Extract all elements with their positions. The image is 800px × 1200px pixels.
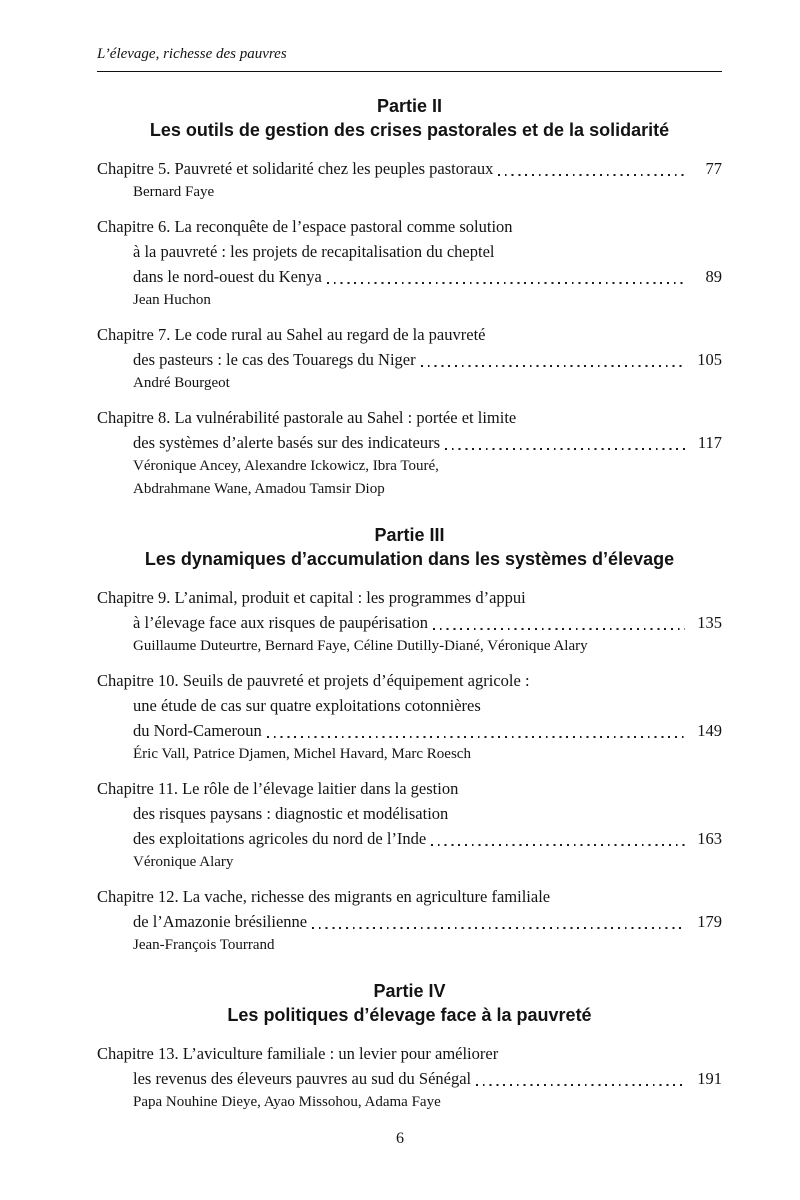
entry-leader-row bbox=[97, 156, 722, 181]
page-footer bbox=[0, 1130, 800, 1148]
dot-leader bbox=[327, 282, 685, 284]
toc-part bbox=[97, 523, 722, 957]
part-heading bbox=[97, 523, 722, 571]
folio-page-number: 6 bbox=[396, 1130, 404, 1147]
entry-page-number: 89 bbox=[705, 267, 722, 286]
entry-authors: Véronique Alary bbox=[133, 854, 234, 870]
entry-line: Chapitre 9. L’animal, produit et capital : les programmes d’appui bbox=[97, 588, 526, 607]
running-header bbox=[97, 44, 722, 72]
entry-leader-row bbox=[97, 1066, 722, 1091]
entry-page-number: 149 bbox=[697, 721, 722, 740]
entry-page-number: 191 bbox=[697, 1069, 722, 1088]
entry-authors: Abdrahmane Wane, Amadou Tamsir Diop bbox=[133, 481, 385, 497]
entry-line: du Nord-Cameroun bbox=[133, 721, 262, 740]
entry-authors: Véronique Ancey, Alexandre Ickowicz, Ibra Touré, bbox=[133, 458, 439, 474]
entry-authors: André Bourgeot bbox=[133, 375, 230, 391]
dot-leader bbox=[476, 1084, 685, 1086]
dot-leader bbox=[312, 927, 685, 929]
entry-page-number: 77 bbox=[705, 159, 722, 178]
dot-leader bbox=[433, 628, 685, 630]
entry-leader-row bbox=[97, 430, 722, 455]
dot-leader bbox=[498, 174, 685, 176]
entry-line: dans le nord-ouest du Kenya bbox=[133, 267, 322, 286]
entry-page-number: 117 bbox=[697, 433, 722, 452]
part-title: Les politiques d’élevage face à la pauvreté bbox=[227, 1005, 592, 1025]
entry-authors: Jean Huchon bbox=[133, 292, 211, 308]
entry-line: une étude de cas sur quatre exploitations cotonnières bbox=[133, 696, 481, 715]
entry-line: des systèmes d’alerte basés sur des indicateurs bbox=[133, 433, 440, 452]
part-label: Partie IV bbox=[373, 981, 446, 1001]
dot-leader bbox=[445, 448, 685, 450]
entry-leader-row bbox=[97, 718, 722, 743]
toc-part bbox=[97, 979, 722, 1114]
part-label: Partie II bbox=[376, 96, 443, 116]
entry-line: Chapitre 10. Seuils de pauvreté et projets d’équipement agricole : bbox=[97, 671, 530, 690]
part-label: Partie III bbox=[374, 525, 445, 545]
entry-page-number: 179 bbox=[697, 912, 722, 931]
part-heading bbox=[97, 979, 722, 1027]
entry-line: des risques paysans : diagnostic et modélisation bbox=[133, 804, 449, 823]
entry-line: Chapitre 7. Le code rural au Sahel au regard de la pauvreté bbox=[97, 325, 486, 344]
toc-entry bbox=[97, 1041, 722, 1114]
toc-entry bbox=[97, 585, 722, 658]
entry-page-number: 105 bbox=[697, 350, 722, 369]
entry-line: à l’élevage face aux risques de paupérisation bbox=[133, 613, 429, 632]
entry-authors: Papa Nouhine Dieye, Ayao Missohou, Adama Faye bbox=[133, 1094, 441, 1110]
toc-entry bbox=[97, 776, 722, 874]
toc-entry bbox=[97, 405, 722, 501]
entry-authors: Guillaume Duteurtre, Bernard Faye, Céline Dutilly-Diané, Véronique Alary bbox=[133, 638, 588, 654]
entry-line: Chapitre 8. La vulnérabilité pastorale au Sahel : portée et limite bbox=[97, 408, 517, 427]
part-title: Les outils de gestion des crises pastorales et de la solidarité bbox=[149, 120, 670, 140]
dot-leader bbox=[421, 365, 685, 367]
toc-entry bbox=[97, 668, 722, 766]
table-of-contents bbox=[97, 94, 722, 1114]
entry-line: les revenus des éleveurs pauvres au sud du Sénégal bbox=[133, 1069, 472, 1088]
dot-leader bbox=[431, 844, 685, 846]
entry-page-number: 163 bbox=[697, 829, 722, 848]
dot-leader bbox=[267, 736, 685, 738]
entry-authors: Bernard Faye bbox=[133, 184, 215, 200]
toc-entry bbox=[97, 322, 722, 395]
entry-line: de l’Amazonie brésilienne bbox=[133, 912, 308, 931]
entry-line: à la pauvreté : les projets de recapitalisation du cheptel bbox=[133, 242, 495, 261]
entry-leader-row bbox=[97, 610, 722, 635]
entry-line: Chapitre 11. Le rôle de l’élevage laitier dans la gestion bbox=[97, 779, 459, 798]
running-header-title: L’élevage, richesse des pauvres bbox=[97, 46, 287, 62]
toc-part bbox=[97, 94, 722, 501]
toc-entry bbox=[97, 156, 722, 204]
entry-page-number: 135 bbox=[697, 613, 722, 632]
entry-line: Chapitre 6. La reconquête de l’espace pastoral comme solution bbox=[97, 217, 513, 236]
toc-entry bbox=[97, 884, 722, 957]
entry-leader-row bbox=[97, 909, 722, 934]
toc-entry bbox=[97, 214, 722, 312]
entry-line: Chapitre 5. Pauvreté et solidarité chez les peuples pastoraux bbox=[97, 159, 494, 178]
entry-leader-row bbox=[97, 264, 722, 289]
entry-leader-row bbox=[97, 347, 722, 372]
entry-line: des exploitations agricoles du nord de l’Inde bbox=[133, 829, 427, 848]
entry-line: des pasteurs : le cas des Touaregs du Niger bbox=[133, 350, 416, 369]
header-rule bbox=[97, 71, 722, 72]
part-heading bbox=[97, 94, 722, 142]
entry-line: Chapitre 12. La vache, richesse des migrants en agriculture familiale bbox=[97, 887, 551, 906]
part-title: Les dynamiques d’accumulation dans les systèmes d’élevage bbox=[144, 549, 675, 569]
entry-leader-row bbox=[97, 826, 722, 851]
entry-authors: Jean-François Tourrand bbox=[133, 937, 275, 953]
entry-line: Chapitre 13. L’aviculture familiale : un levier pour améliorer bbox=[97, 1044, 499, 1063]
entry-authors: Éric Vall, Patrice Djamen, Michel Havard, Marc Roesch bbox=[133, 746, 471, 762]
